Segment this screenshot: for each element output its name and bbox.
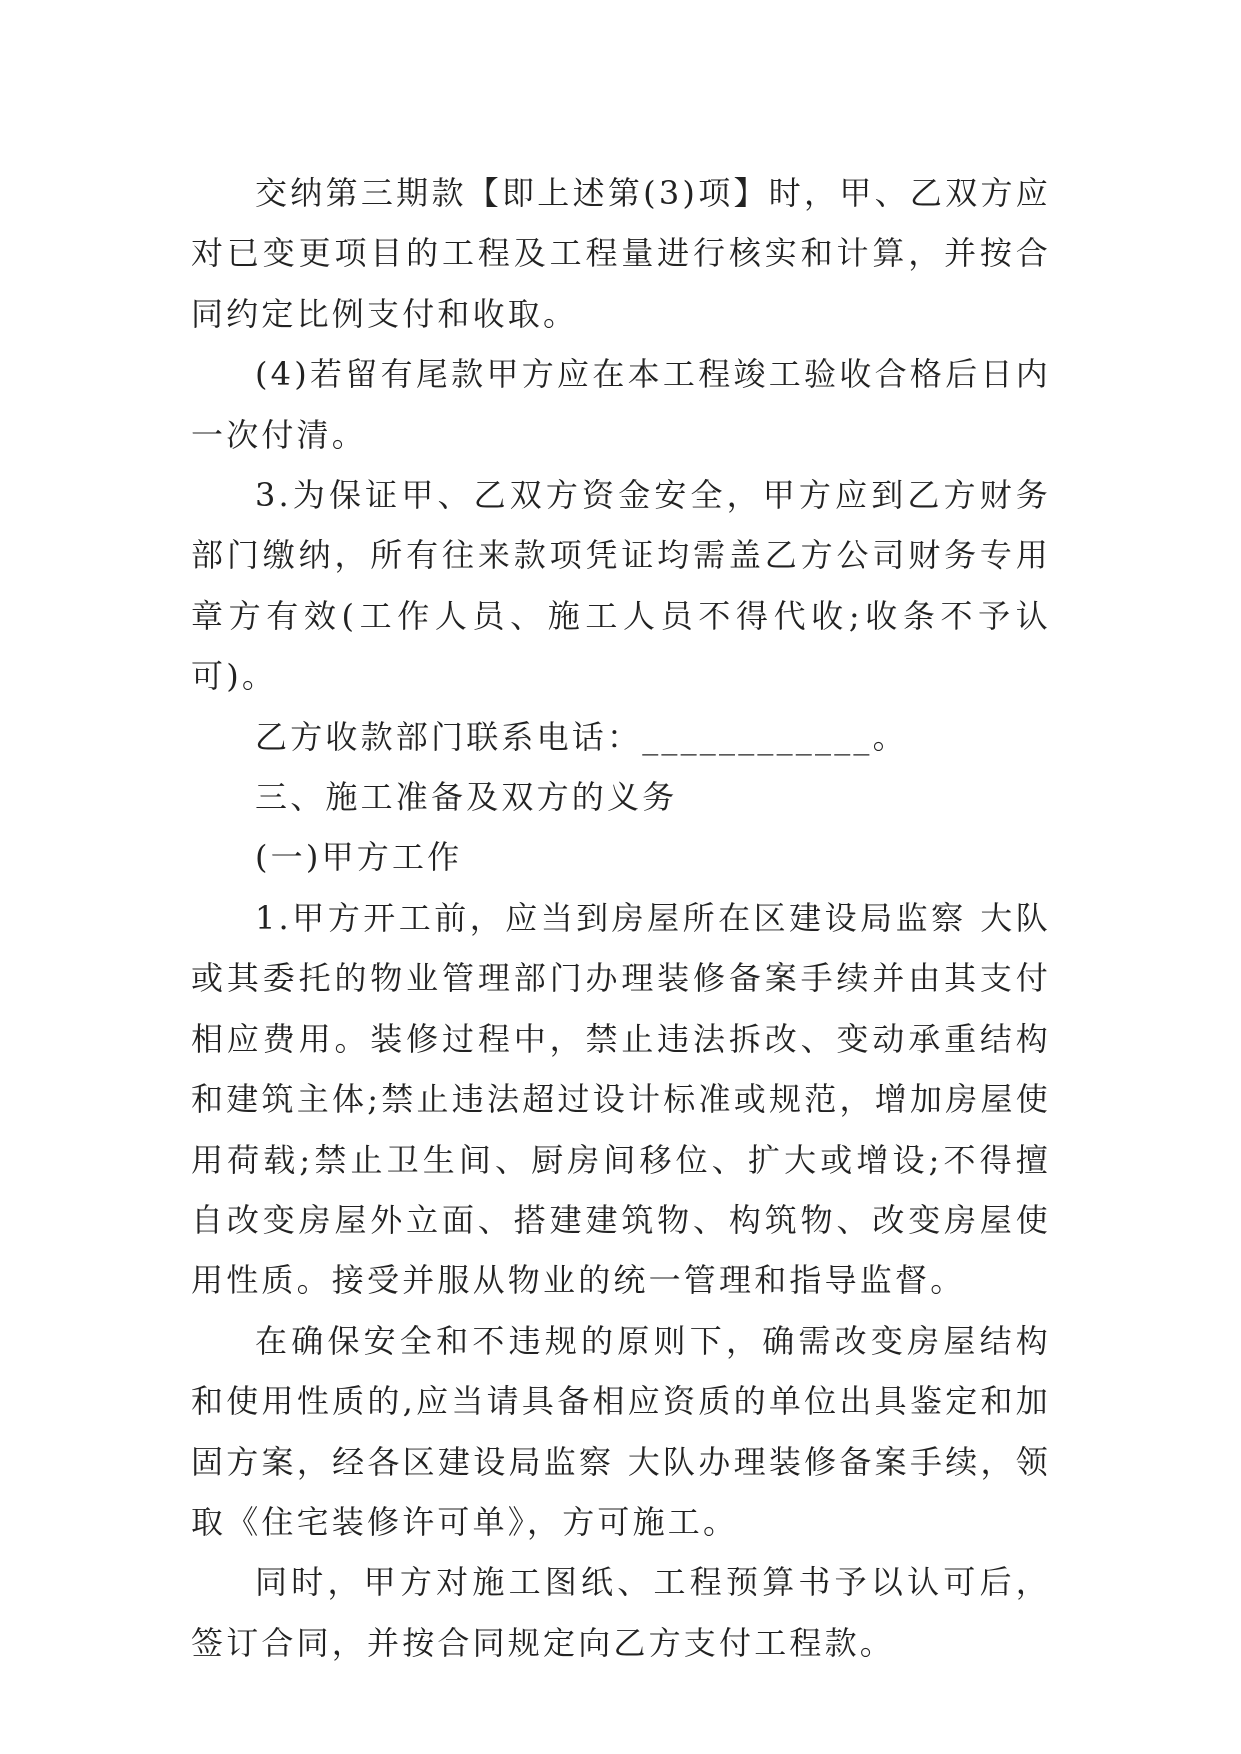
paragraph-structure-change: 在确保安全和不违规的原则下，确需改变房屋结构和使用性质的,应当请具备相应资质的单位出具鉴定和加固方案，经各区建设局监察 大队办理装修备案手续，领取《住宅装修许可单》，方可施工。 [191,1321,1051,1541]
paragraph-third-payment: 交纳第三期款【即上述第(3)项】时，甲、乙双方应对已变更项目的工程及工程量进行核实和计算，并按合同约定比例支付和收取。 [191,174,1051,333]
paragraph-fund-safety: 3.为保证甲、乙双方资金安全，甲方应到乙方财务部门缴纳，所有往来款项凭证均需盖乙方公司财务专用章方有效(工作人员、施工人员不得代收;收条不予认可)。 [191,476,1051,696]
paragraph-contract-signing: 同时，甲方对施工图纸、工程预算书予以认可后，签订合同，并按合同规定向乙方支付工程款。 [191,1563,1051,1662]
subsection-heading-party-a: (一)甲方工作 [255,838,463,877]
document-body [191,163,1051,1673]
section-heading-preparation: 三、施工准备及双方的义务 [255,778,678,817]
paragraph-contact-phone: 乙方收款部门联系电话：____________。 [255,717,908,756]
paragraph-final-payment: (4)若留有尾款甲方应在本工程竣工验收合格后日内一次付清。 [191,355,1051,454]
paragraph-party-a-duty-1: 1.甲方开工前，应当到房屋所在区建设局监察 大队或其委托的物业管理部门办理装修备案手续并由其支付相应费用。装修过程中，禁止违法拆改、变动承重结构和建筑主体;禁止违法超过设计标准或规范，增加房屋使用荷载;禁止卫生间、厨房间移位、扩大或增设;不得擅自改变房屋外立面、搭建建筑物、构筑物、改变房屋使用性质。接受并服从物业的统一管理和指导监督。 [191,898,1051,1300]
